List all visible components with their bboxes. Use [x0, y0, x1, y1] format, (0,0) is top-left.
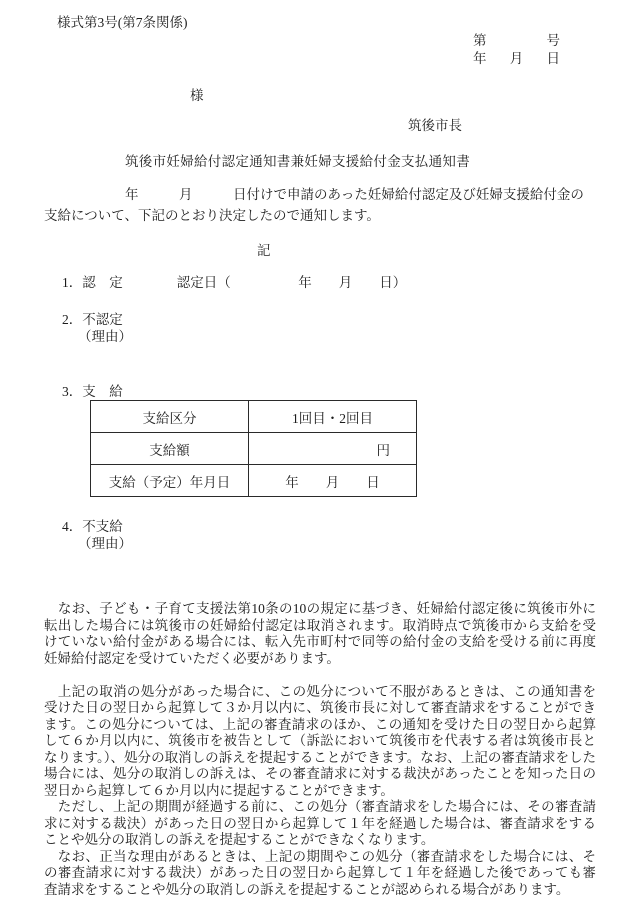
intro-paragraph: 年 月 日付けで申請のあった妊婦給付認定及び妊婦支援給付金の支給について、下記のとおり決定したので通知します。: [44, 187, 584, 223]
document-title: 筑後市妊婦給付認定通知書兼妊婦支援給付金支払通知書: [125, 154, 470, 169]
sender-title: 筑後市長: [408, 118, 462, 133]
payment-table-row-category: [91, 401, 417, 433]
section-2-reason-label: （理由）: [78, 329, 132, 344]
payment-date-value: 年 月 日: [249, 465, 417, 497]
document-number-suffix: 号: [546, 33, 560, 48]
issue-date-day-label: 日: [546, 51, 560, 66]
document-number-prefix: 第: [473, 33, 487, 48]
payment-table-row-amount: [91, 433, 417, 465]
issue-date-month-label: 月: [509, 51, 524, 66]
section-4-reason-label: （理由）: [78, 536, 132, 551]
record-marker: 記: [257, 243, 271, 258]
payment-table: [90, 400, 417, 497]
section-3-shikyu: 3．支 給: [62, 384, 123, 399]
form-number-label: 様式第3号(第7条関係): [57, 15, 188, 30]
payment-date-label: 支給（予定）年月日: [91, 465, 249, 497]
payment-category-value: 1回目・2回目: [249, 401, 417, 433]
section-4-fushikyu: 4．不支給: [62, 519, 123, 534]
payment-amount-value: 円: [249, 433, 417, 465]
note-paragraph-appeal: 上記の取消の処分があった場合に、この処分について不服があるときは、この通知書を受けた日の翌日から起算して３か月以内に、筑後市長に対して審査請求をすることができます。この処分については、上記の審査請求のほか、この通知を受けた日の翌日から起算して６か月以内に、筑後市を被告として（訴訟において筑後市を代表する者は筑後市長となります。）、処分の取消しの訴えを提起することができます。なお、上記の審査請求をした場合には、処分の取消しの訴えは、その審査請求に対する裁決があったことを知った日の翌日から起算して６か月以内に提起することができます。: [44, 683, 597, 798]
document-number-line: [473, 29, 560, 49]
note-paragraph-cancellation: なお、子ども・子育て支援法第10条の10の規定に基づき、妊婦給付認定後に筑後市外に転出した場合には筑後市の妊婦給付認定は取消されます。取消時点で筑後市から支給を受けていない給付金がある場合には、転入先市町村で同等の給付金の支給を受ける前に再度妊婦給付認定を受けていただく必要があります。: [44, 601, 596, 666]
issue-date-line: [473, 47, 560, 67]
note-paragraph-deadline: ただし、上記の期間が経過する前に、この処分（審査請求をした場合には、その審査請求に対する裁決）があった日の翌日から起算して１年を経過した場合は、審査請求をすることや処分の取消しの訴えを提起することができなくなります。: [44, 799, 596, 847]
section-2-funintei: 2．不認定: [62, 312, 123, 327]
addressee-suffix: 様: [190, 88, 204, 103]
issue-date-year-label: 年: [473, 51, 487, 66]
payment-amount-label: 支給額: [91, 433, 249, 465]
payment-category-label: 支給区分: [91, 401, 249, 433]
payment-table-row-date: [91, 465, 417, 497]
note-paragraph-exception: なお、正当な理由があるときは、上記の期間やこの処分（審査請求をした場合には、その審査請求に対する裁決）があった日の翌日から起算して１年を経過した後であっても審査請求をすることや処分の取消しの訴えを提起することが認められる場合があります。: [44, 848, 596, 897]
section-1-nintei: 1．認 定 認定日（ 年 月 日）: [62, 275, 407, 290]
legal-notes: [44, 601, 596, 898]
